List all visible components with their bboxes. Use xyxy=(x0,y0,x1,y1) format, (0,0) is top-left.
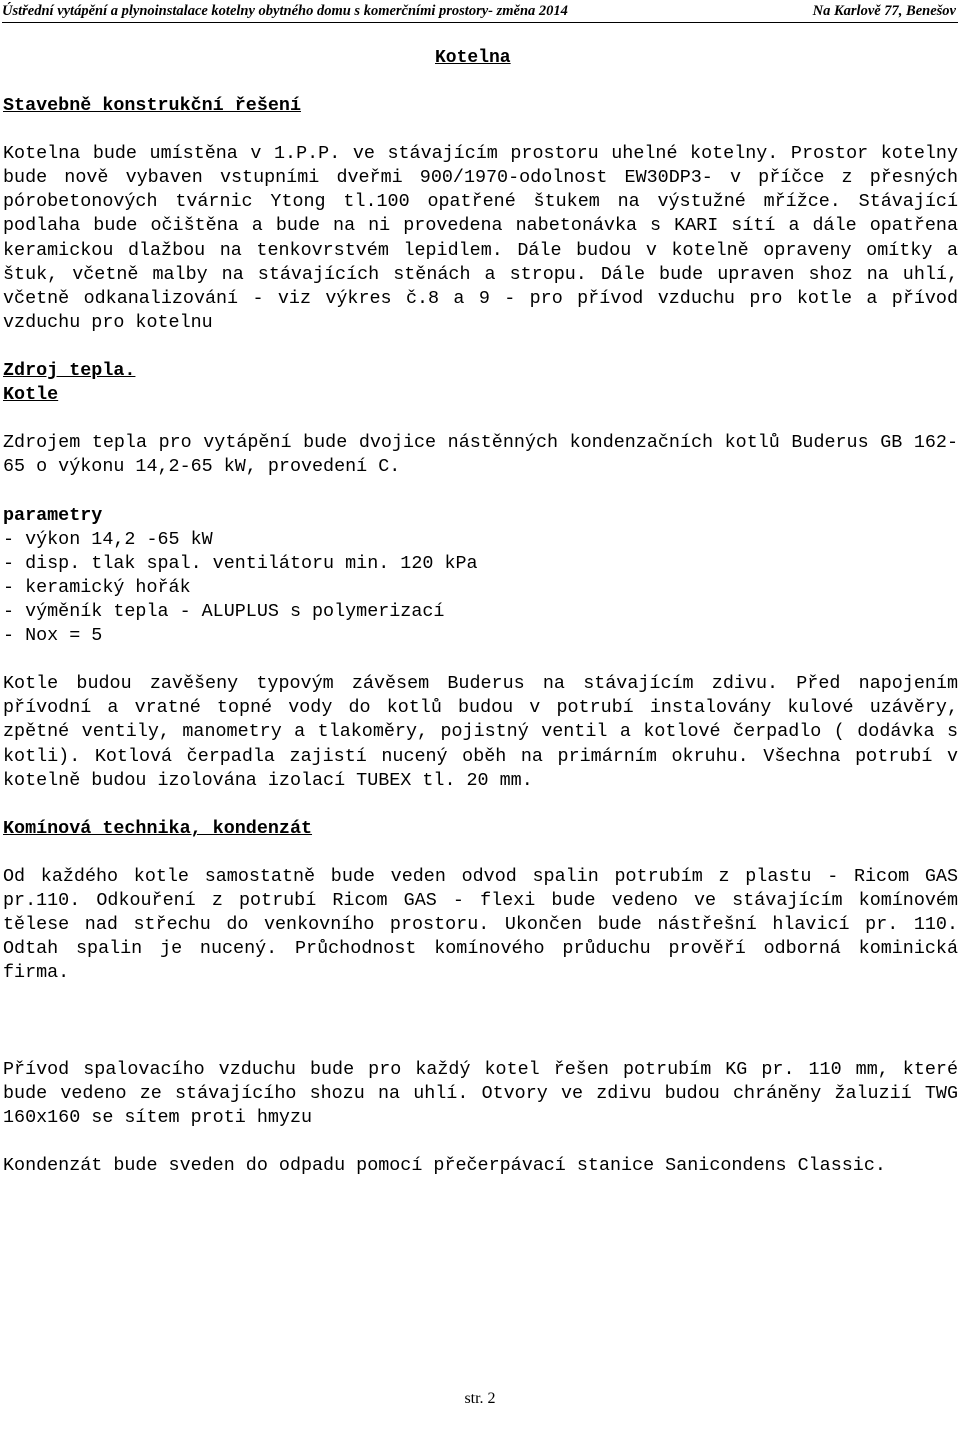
parameter-item: - výměník tepla - ALUPLUS s polymerizací xyxy=(3,600,445,622)
spacer xyxy=(3,1010,958,1034)
parameters-heading: parametry xyxy=(3,504,103,526)
paragraph-condensate: Kondenzát bude sveden do odpadu pomocí přečerpávací stanice Sanicondens Classic. xyxy=(3,1155,886,1177)
spacer xyxy=(3,407,958,431)
spacer xyxy=(3,793,958,817)
spacer xyxy=(3,480,958,504)
document-body xyxy=(3,94,958,1178)
heading-chimney: Komínová technika, kondenzát xyxy=(3,817,313,839)
header-project-title: Ústřední vytápění a plynoinstalace kotelny obytného domu s komerčními prostory- změna 2014 xyxy=(2,3,568,19)
paragraph-construction: Kotelna bude umístěna v 1.P.P. ve stávajícím prostoru uhelné kotelny. Prostor kotelny bude nově vybaven vstupními dveřmi 900/1970-odolnost EW30DP3- v příčce z přesných pórobetonových tvárnic Ytong tl.100 opatřené štukem na výstužné mřížce. Stávající podlaha bude očištěna a bude na ni provedena nabetonávka s KARI sítí a dále opatřena keramickou dlažbou na tenkovrstvém lepidlem. Dále budou v kotelně opraveny omítky a štuk, včetně malby na stávajících stěnách a stropu. Dále bude upraven shoz na uhlí, včetně odkanalizování - viz výkres č.8 a 9 - pro přívod vzduchu pro kotle a přívod vzduchu pro kotelnu xyxy=(3,143,958,333)
running-header xyxy=(2,0,958,23)
page-number: str. 2 xyxy=(464,1390,496,1407)
parameter-item: - keramický hořák xyxy=(3,576,191,598)
heading-heat-source: Zdroj tepla. xyxy=(3,360,136,382)
parameter-item: - výkon 14,2 -65 kW xyxy=(3,528,213,550)
spacer xyxy=(3,985,958,1009)
page-title: Kotelna xyxy=(435,48,511,68)
heading-construction: Stavebně konstrukční řešení xyxy=(3,95,301,116)
parameter-item: - Nox = 5 xyxy=(3,625,103,647)
subheading-boilers: Kotle xyxy=(3,384,59,406)
paragraph-heat-source: Zdrojem tepla pro vytápění bude dvojice nástěnných kondenzačních kotlů Buderus GB 162-65 o výkonu 14,2-65 kW, provedení C. xyxy=(3,432,958,478)
paragraph-installation: Kotle budou zavěšeny typovým závěsem Buderus na stávajícím zdivu. Před napojením přívodní a vratné topné vody do kotlů budou v potrubí instalovány kulové uzávěry, zpětné ventily, manometry a tlakoměry, pojistný ventil a kotlové čerpadlo ( dodávka s kotli). Kotlová čerpadla zajistí nucený oběh na primárním okruhu. Všechna potrubí v kotelně budou izolována izolací TUBEX tl. 20 mm. xyxy=(3,673,958,791)
spacer xyxy=(3,841,958,865)
spacer xyxy=(3,335,958,359)
spacer xyxy=(3,1034,958,1058)
parameter-item: - disp. tlak spal. ventilátoru min. 120 kPa xyxy=(3,552,478,574)
spacer xyxy=(3,118,958,142)
spacer xyxy=(3,648,958,672)
paragraph-air-supply: Přívod spalovacího vzduchu bude pro každý kotel řešen potrubím KG pr. 110 mm, které bude vedeno ze stávajícího shozu na uhlí. Otvory ve zdivu budou chráněny žaluzií TWG 160x160 se sítem proti hmyzu xyxy=(3,1058,958,1128)
spacer xyxy=(3,1130,958,1154)
paragraph-flue: Od každého kotle samostatně bude veden odvod spalin potrubím z plastu - Ricom GAS pr.110. Odkouření z potrubí Ricom GAS - flexi bude vedeno ve stávajícím komínovém tělese nad střechu do venkovního prostoru. Ukončen bude nástřešní hlavicí pr. 110. Odtah spalin je nucený. Průchodnost komínového průduchu prověří odborná kominická firma. xyxy=(3,866,958,984)
header-address: Na Karlově 77, Benešov xyxy=(812,3,956,19)
